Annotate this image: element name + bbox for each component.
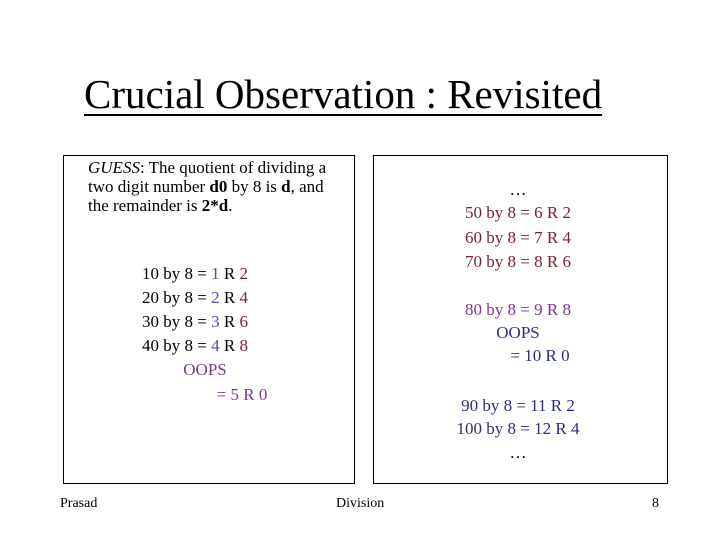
left-equation-40: 40 by 8 = 4 R 8 bbox=[142, 336, 248, 355]
right-ellipsis-top: … bbox=[509, 180, 527, 199]
right-oops: OOPS bbox=[496, 323, 540, 342]
footer-author: Prasad bbox=[60, 496, 98, 511]
right-ellipsis-bottom: … bbox=[509, 443, 527, 462]
right-equation-80: 80 by 8 = 9 R 8 bbox=[465, 300, 571, 319]
right-equation-70: 70 by 8 = 8 R 6 bbox=[465, 252, 571, 271]
guess-statement: GUESS: The quotient of dividing a two digit number d0 by 8 is d, and the remainder is 2*d. bbox=[88, 158, 327, 215]
right-equation-100: 100 by 8 = 12 R 4 bbox=[456, 419, 580, 438]
left-equation-20: 20 by 8 = 2 R 4 bbox=[142, 288, 248, 307]
right-result: = 10 R 0 bbox=[510, 346, 570, 365]
left-equation-10: 10 by 8 = 1 R 2 bbox=[142, 264, 248, 283]
left-equation-30: 30 by 8 = 3 R 6 bbox=[142, 312, 248, 331]
slide-title: Crucial Observation : Revisited bbox=[84, 71, 603, 117]
right-equation-50: 50 by 8 = 6 R 2 bbox=[465, 203, 571, 222]
guess-label: GUESS bbox=[88, 158, 140, 177]
left-oops: OOPS bbox=[183, 360, 227, 379]
left-result: = 5 R 0 bbox=[216, 385, 268, 404]
right-equation-90: 90 by 8 = 11 R 2 bbox=[461, 396, 575, 415]
footer-page-number: 8 bbox=[652, 496, 659, 511]
footer-topic: Division bbox=[336, 496, 385, 511]
right-equation-60: 60 by 8 = 7 R 4 bbox=[465, 228, 571, 247]
